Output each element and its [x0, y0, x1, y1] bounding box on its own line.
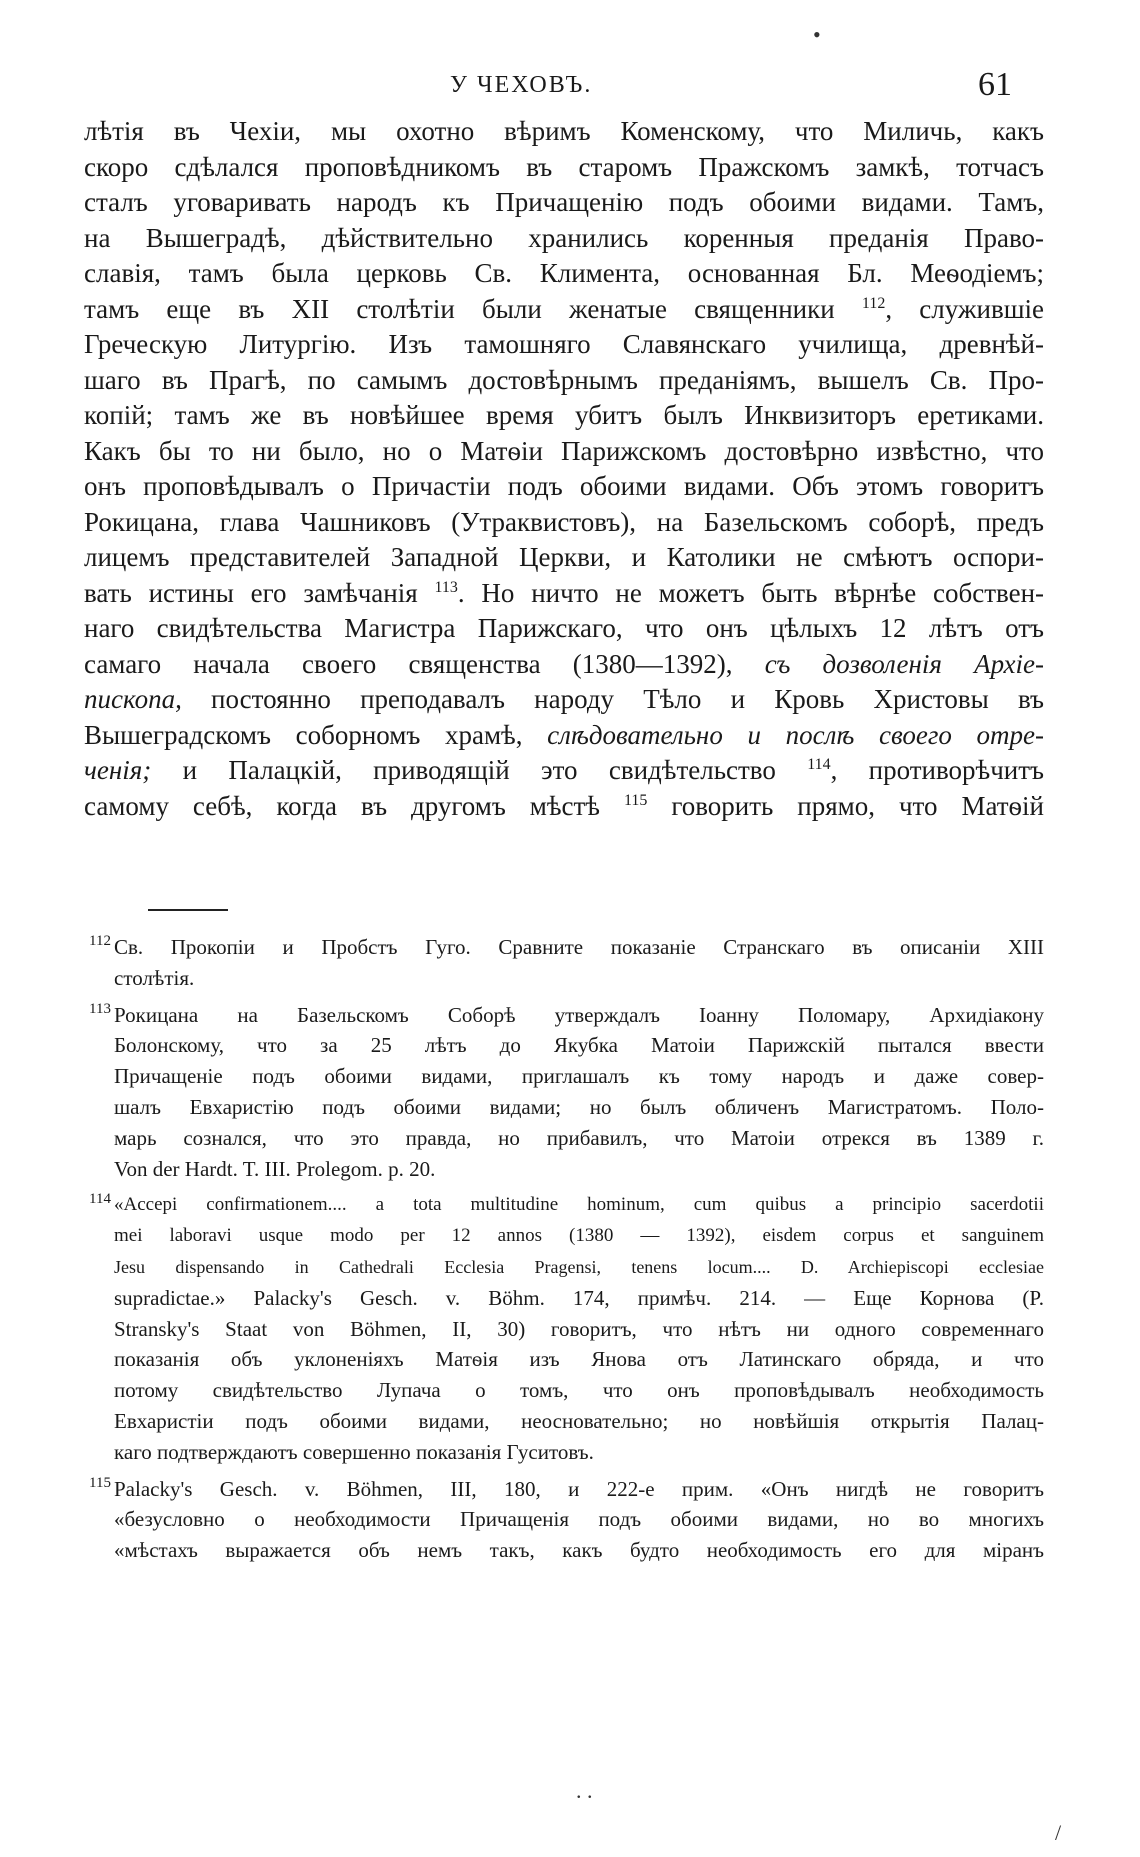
text-segment: , противорѣчитъ — [830, 755, 1045, 785]
text-segment: Вышеградскомъ соборномъ храмѣ, — [84, 719, 523, 750]
footnote-115 — [84, 1474, 1044, 1566]
footnote-113 — [84, 1000, 1044, 1185]
scan-speck: / — [1055, 1820, 1062, 1845]
footnote-line: mei laboravi usque modo per 12 annos (1380 — 1392), eisdem corpus et sanguinem — [114, 1225, 1044, 1247]
text-segment: , служившіе — [885, 293, 1045, 324]
text-segment: постоянно преподавалъ народу Тѣло и Кровь Христовы въ — [211, 684, 1044, 714]
text-segment: самому себѣ, когда въ другомъ мѣстѣ — [84, 790, 600, 821]
footnote-ref-115: 115 — [623, 791, 648, 809]
footnotes — [84, 932, 1044, 1572]
text-line: копій; тамъ же въ новѣйшее время убитъ былъ Инквизиторъ еретиками. — [84, 400, 1044, 430]
text-segment: тамъ еще въ XII столѣтіи были женатые священники — [84, 293, 835, 324]
text-line: скоро сдѣлался проповѣдникомъ въ старомъ Пражскомъ замкѣ, тотчасъ — [84, 151, 1044, 182]
text-line — [84, 718, 1044, 754]
text-line: лѣтія въ Чехіи, мы охотно вѣримъ Коменскому, что Миличь, какъ — [84, 116, 1044, 146]
footnote-line: марь сознался, что это правда, но прибавилъ, что Матоіи отрекся въ 1389 г. — [114, 1125, 1044, 1150]
footnote-ref-112: 112 — [861, 294, 886, 312]
footnote-line: Рокицана на Базельскомъ Соборѣ утверждалъ Іоанну Поломару, Архидіакону — [114, 1002, 1044, 1027]
footnote-line: каго подтверждаютъ совершенно показанія Гуситовъ. — [114, 1439, 594, 1464]
text-segment: говорить прямо, что Матѳій — [671, 790, 1045, 821]
text-line: Какъ бы то ни было, но о Матѳіи Парижскомъ достовѣрно извѣстно, что — [84, 435, 1044, 466]
italic-segment: слѣдовательно и послѣ своего отре- — [547, 719, 1044, 750]
footnote-line: Св. Прокопіи и Пробстъ Гуго. Сравните показаніе Странскаго въ описаніи XIII — [114, 935, 1044, 959]
italic-segment: ченія; — [84, 755, 152, 785]
main-text — [84, 114, 1044, 824]
footnote-114 — [84, 1190, 1044, 1467]
footnote-112 — [84, 932, 1044, 994]
text-line — [84, 753, 1044, 789]
text-segment: самаго начала своего священства (1380—1392), — [84, 648, 733, 679]
footnote-number: 115 — [89, 1474, 111, 1491]
footnote-number: 114 — [89, 1191, 111, 1208]
text-line: лицемъ представителей Западной Церкви, и Католики не смѣютъ оспори- — [84, 542, 1044, 572]
footnote-line: Von der Hardt. T. III. Prolegom. p. 20. — [114, 1156, 436, 1181]
text-line: сталъ уговаривать народъ къ Причащенію подъ обоими видами. Тамъ, — [84, 187, 1044, 217]
text-line — [84, 647, 1044, 683]
text-segment: . Но ничто не можетъ быть вѣрнѣе собствен- — [457, 577, 1045, 608]
footnote-line: Jesu dispensando in Cathedrali Ecclesia Pragensi, tenens locum.... D. Archiepiscopi ecclesiae — [114, 1256, 1044, 1277]
footnote-ref-114: 114 — [807, 756, 831, 773]
text-line: наго свидѣтельства Магистра Парижскаго, что онъ цѣлыхъ 12 лѣтъ отъ — [84, 613, 1044, 643]
running-head: У ЧЕХОВЪ. — [450, 72, 593, 98]
footnote-line: показанія объ уклоненіяхъ Матѳія изъ Янова отъ Латинскаго обряда, и что — [114, 1347, 1044, 1372]
scan-speck: • — [813, 22, 821, 47]
footnote-line: supradictae.» Palacky's Gesch. v. Böhm. 174, примѣч. 214. — Еще Корнова (P. — [114, 1285, 1044, 1310]
footnote-line: Евхаристіи подъ обоими видами, неосновательно; но новѣйшія открытія Палац- — [114, 1408, 1044, 1433]
text-line: Греческую Литургію. Изъ тамошняго Славянскаго училища, древнѣй- — [84, 329, 1044, 359]
text-line — [84, 576, 1044, 612]
scan-speck: . . — [576, 1778, 593, 1803]
footnote-line: Причащеніе подъ обоими видами, приглашалъ къ тому народъ и даже совер- — [114, 1064, 1044, 1089]
footnote-separator-rule — [148, 909, 228, 911]
footnote-line: потому свидѣтельство Лупача о томъ, что онъ проповѣдывалъ необходимость — [114, 1378, 1044, 1403]
footnote-number: 112 — [89, 933, 111, 949]
text-segment: вать истины его замѣчанія — [84, 577, 418, 608]
text-line: шаго въ Прагѣ, по самымъ достовѣрнымъ преданіямъ, вышелъ Св. Про- — [84, 364, 1044, 395]
text-line: Рокицана, глава Чашниковъ (Утраквистовъ), на Базельскомъ соборѣ, предъ — [84, 506, 1044, 537]
footnote-number: 113 — [89, 1000, 111, 1017]
text-line: онъ проповѣдывалъ о Причастіи подъ обоими видами. Объ этомъ говоритъ — [84, 471, 1044, 501]
footnote-line: «безусловно о необходимости Причащенія подъ обоими видами, но во многихъ — [114, 1507, 1044, 1532]
footnote-line: столѣтія. — [114, 965, 195, 990]
text-line: на Вышеградѣ, дѣйствительно хранились коренныя преданія Право- — [84, 222, 1044, 253]
footnote-line: «Accepi confirmationem.... a tota multitudine hominum, cum quibus a principio sacerdotii — [114, 1194, 1044, 1216]
footnote-line: шалъ Евхаристію подъ обоими видами; но былъ обличенъ Магистратомъ. Поло- — [114, 1094, 1044, 1119]
footnote-line: Болонскому, что за 25 лѣтъ до Якубка Матоіи Парижскій пытался ввести — [114, 1033, 1044, 1058]
text-line — [84, 292, 1044, 328]
text-line: славія, тамъ была церковь Св. Климента, основанная Бл. Меѳодіемъ; — [84, 258, 1044, 288]
footnote-line: «мѣстахъ выражается объ немъ такъ, какъ будто необходимость его для міранъ — [114, 1538, 1044, 1563]
text-segment: и Палацкій, приводящій это свидѣтельство — [182, 755, 776, 785]
footnote-ref-113: 113 — [434, 578, 458, 596]
footnote-line: Stransky's Staat von Böhmen, II, 30) говоритъ, что нѣтъ ни одного современнаго — [114, 1316, 1044, 1341]
italic-segment: пископа, — [84, 684, 182, 714]
text-line — [84, 682, 1044, 718]
footnote-line: Palacky's Gesch. v. Böhmen, III, 180, и 222-е прим. «Онъ нигдѣ не говоритъ — [114, 1476, 1044, 1501]
text-line — [84, 789, 1044, 825]
page-number: 61 — [978, 66, 1012, 103]
italic-segment: съ дозволенія Архіе- — [764, 648, 1044, 679]
